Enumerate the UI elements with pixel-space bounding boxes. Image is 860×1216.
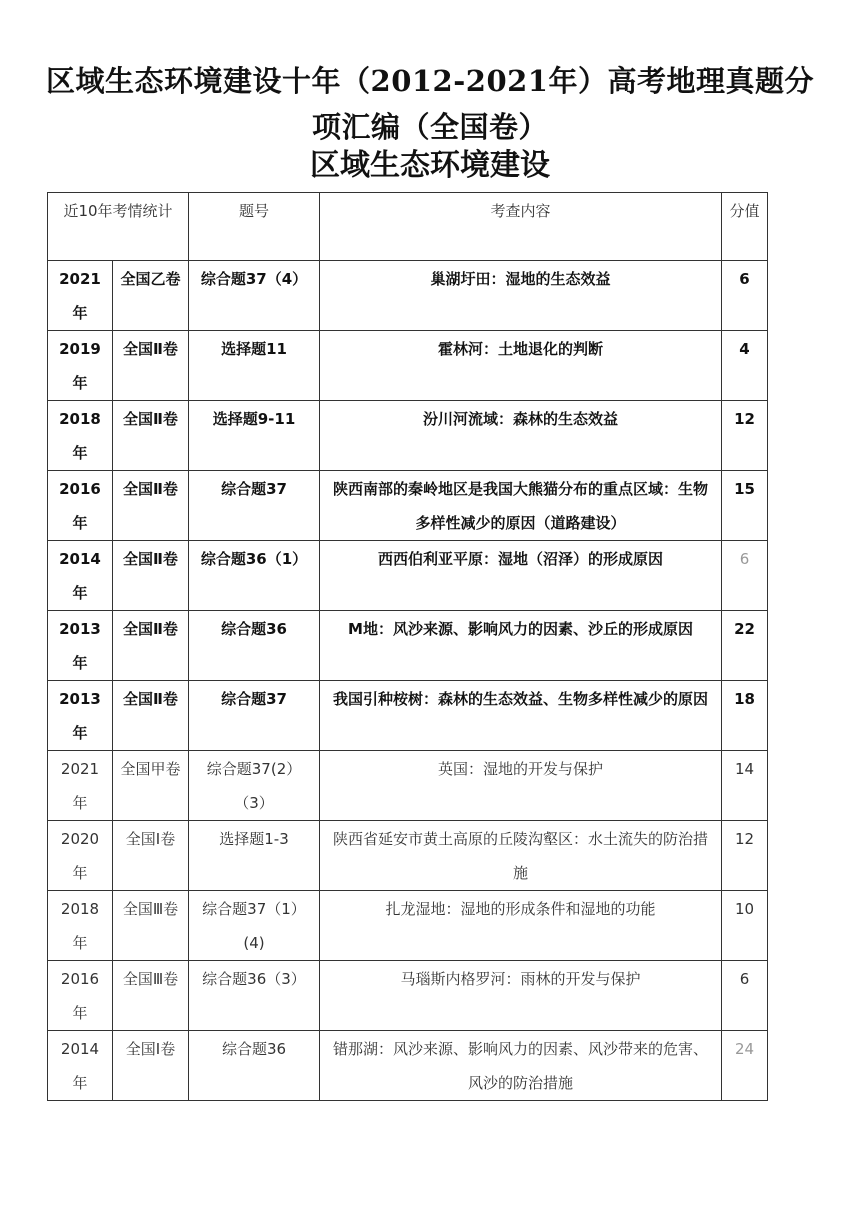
cell-year: 2018年 <box>48 401 113 471</box>
cell-score: 6 <box>722 961 768 1031</box>
cell-content: 英国：湿地的开发与保护 <box>320 751 722 821</box>
cell-paper: 全国Ⅱ卷 <box>113 331 189 401</box>
cell-year: 2014年 <box>48 1031 113 1101</box>
cell-score: 10 <box>722 891 768 961</box>
cell-content: 错那湖：风沙来源、影响风力的因素、风沙带来的危害、风沙的防治措施 <box>320 1031 722 1101</box>
cell-score: 4 <box>722 331 768 401</box>
cell-score: 22 <box>722 611 768 681</box>
table-row <box>48 891 768 961</box>
cell-question: 综合题36（3） <box>189 961 320 1031</box>
cell-question: 综合题36 <box>189 1031 320 1101</box>
table-row <box>48 821 768 891</box>
cell-question: 综合题37(2）（3） <box>189 751 320 821</box>
cell-score: 6 <box>722 541 768 611</box>
table-row <box>48 1031 768 1101</box>
cell-score: 12 <box>722 821 768 891</box>
table-row <box>48 401 768 471</box>
cell-question: 综合题37（1）(4) <box>189 891 320 961</box>
cell-paper: 全国Ⅰ卷 <box>113 821 189 891</box>
cell-question: 综合题37（4） <box>189 261 320 331</box>
table-row <box>48 751 768 821</box>
cell-content: 霍林河：土地退化的判断 <box>320 331 722 401</box>
cell-score: 15 <box>722 471 768 541</box>
cell-year: 2016年 <box>48 471 113 541</box>
cell-content: 巢湖圩田：湿地的生态效益 <box>320 261 722 331</box>
cell-paper: 全国Ⅰ卷 <box>113 1031 189 1101</box>
table-row <box>48 331 768 401</box>
header-stats: 近10年考情统计 <box>48 193 189 261</box>
cell-content: 扎龙湿地：湿地的形成条件和湿地的功能 <box>320 891 722 961</box>
cell-paper: 全国甲卷 <box>113 751 189 821</box>
cell-score: 6 <box>722 261 768 331</box>
table-row <box>48 611 768 681</box>
cell-content: 马瑙斯内格罗河：雨林的开发与保护 <box>320 961 722 1031</box>
exam-statistics-table <box>47 192 768 1101</box>
cell-paper: 全国Ⅱ卷 <box>113 401 189 471</box>
cell-paper: 全国Ⅱ卷 <box>113 611 189 681</box>
cell-score: 14 <box>722 751 768 821</box>
cell-score: 18 <box>722 681 768 751</box>
cell-year: 2021年 <box>48 261 113 331</box>
cell-paper: 全国Ⅱ卷 <box>113 471 189 541</box>
cell-paper: 全国Ⅱ卷 <box>113 541 189 611</box>
cell-year: 2013年 <box>48 681 113 751</box>
cell-content: 我国引种桉树：森林的生态效益、生物多样性减少的原因 <box>320 681 722 751</box>
cell-paper: 全国Ⅱ卷 <box>113 681 189 751</box>
cell-year: 2013年 <box>48 611 113 681</box>
cell-question: 综合题37 <box>189 681 320 751</box>
cell-paper: 全国Ⅲ卷 <box>113 961 189 1031</box>
cell-year: 2020年 <box>48 821 113 891</box>
table-row <box>48 961 768 1031</box>
cell-year: 2021年 <box>48 751 113 821</box>
header-content: 考查内容 <box>320 193 722 261</box>
cell-content: 陕西南部的秦岭地区是我国大熊猫分布的重点区域：生物多样性减少的原因（道路建设） <box>320 471 722 541</box>
cell-paper: 全国乙卷 <box>113 261 189 331</box>
cell-year: 2019年 <box>48 331 113 401</box>
cell-year: 2018年 <box>48 891 113 961</box>
table-row <box>48 261 768 331</box>
document-title: 区域生态环境建设十年（2012-2021年）高考地理真题分项汇编（全国卷） <box>46 64 814 144</box>
cell-content: 汾川河流域：森林的生态效益 <box>320 401 722 471</box>
cell-question: 选择题11 <box>189 331 320 401</box>
header-question: 题号 <box>189 193 320 261</box>
cell-content: 陕西省延安市黄土高原的丘陵沟壑区：水土流失的防治措施 <box>320 821 722 891</box>
cell-paper: 全国Ⅲ卷 <box>113 891 189 961</box>
table-header-row <box>48 193 768 261</box>
cell-year: 2014年 <box>48 541 113 611</box>
cell-score: 12 <box>722 401 768 471</box>
table-row <box>48 471 768 541</box>
cell-question: 综合题37 <box>189 471 320 541</box>
header-score: 分值 <box>722 193 768 261</box>
cell-content: 西西伯利亚平原：湿地（沼泽）的形成原因 <box>320 541 722 611</box>
cell-question: 选择题9-11 <box>189 401 320 471</box>
cell-content: M地：风沙来源、影响风力的因素、沙丘的形成原因 <box>320 611 722 681</box>
cell-question: 选择题1-3 <box>189 821 320 891</box>
cell-year: 2016年 <box>48 961 113 1031</box>
cell-score: 24 <box>722 1031 768 1101</box>
cell-question: 综合题36 <box>189 611 320 681</box>
table-row <box>48 681 768 751</box>
cell-question: 综合题36（1） <box>189 541 320 611</box>
section-title: 区域生态环境建设 <box>310 148 550 183</box>
table-row <box>48 541 768 611</box>
